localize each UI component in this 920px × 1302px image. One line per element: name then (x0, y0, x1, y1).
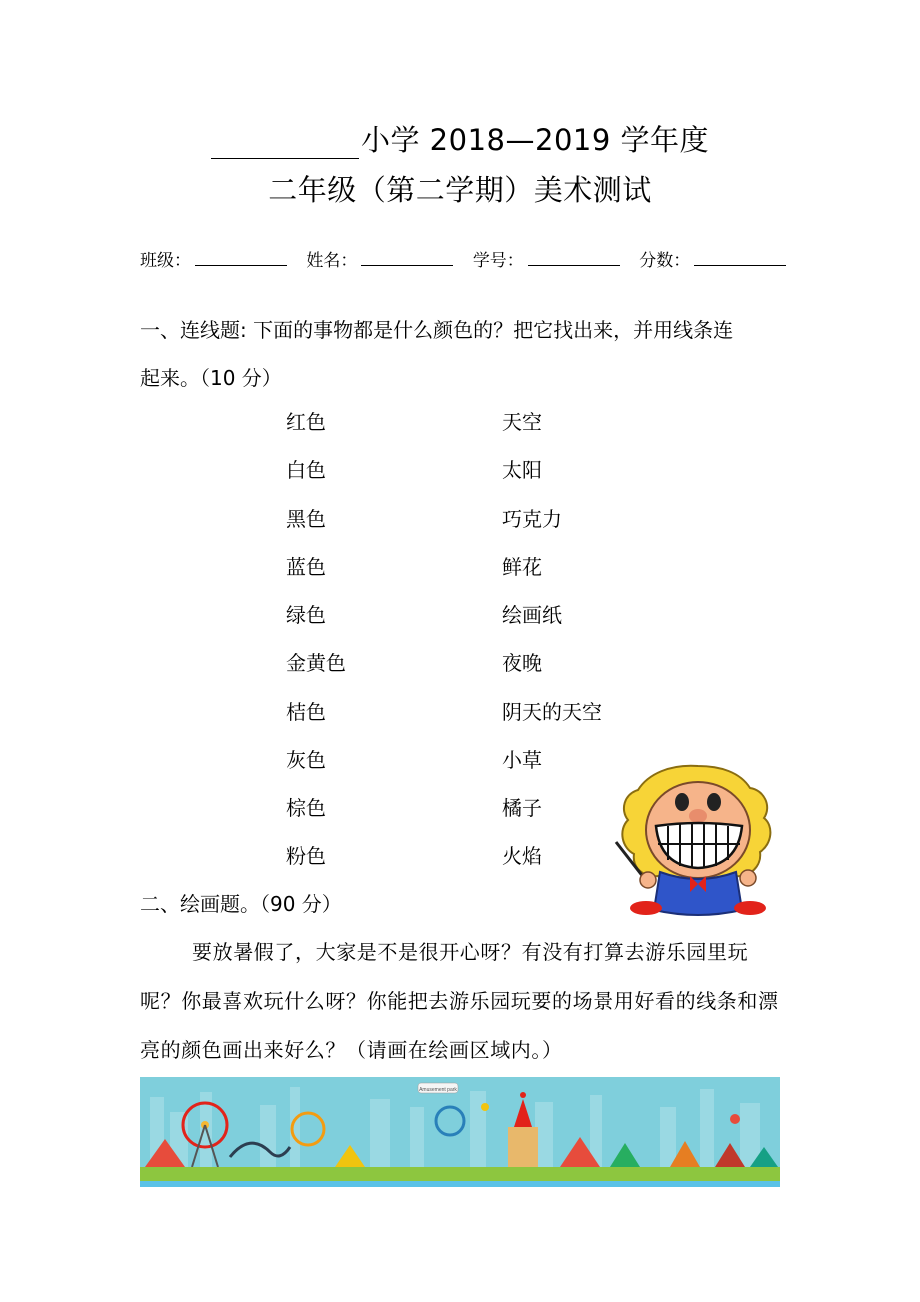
name-blank[interactable] (361, 251, 453, 266)
thing-item[interactable]: 鲜花 (502, 555, 542, 579)
section-1-heading-line-2: 起来。（10 分） (140, 366, 282, 390)
section-2-heading: 二、绘画题。（90 分） (140, 892, 342, 916)
thing-item[interactable]: 火焰 (502, 844, 542, 868)
color-item[interactable]: 灰色 (286, 748, 326, 772)
student-id-blank[interactable] (528, 251, 620, 266)
class-blank[interactable] (195, 251, 287, 266)
student-id-label: 学号： (472, 251, 524, 271)
amusement-park-banner (140, 1077, 780, 1187)
thing-item[interactable]: 夜晚 (502, 651, 542, 675)
name-label: 姓名： (306, 251, 358, 271)
thing-item[interactable]: 绘画纸 (502, 603, 562, 627)
banner-ground-strip (140, 1181, 780, 1187)
title-line-1: 小学 2018—2019 学年度 (0, 118, 920, 159)
color-item[interactable]: 黑色 (286, 507, 326, 531)
score-label: 分数： (639, 251, 691, 271)
color-item[interactable]: 棕色 (286, 796, 326, 820)
class-label: 班级： (140, 251, 191, 271)
color-item[interactable]: 粉色 (286, 844, 326, 868)
color-item[interactable]: 金黄色 (286, 651, 346, 675)
color-item[interactable]: 蓝色 (286, 555, 326, 579)
thing-item[interactable]: 天空 (502, 410, 542, 434)
color-item[interactable]: 白色 (286, 458, 326, 482)
color-item[interactable]: 桔色 (286, 700, 326, 724)
color-item[interactable]: 红色 (286, 410, 326, 434)
thing-item[interactable]: 巧克力 (502, 507, 562, 531)
thing-item[interactable]: 阴天的天空 (502, 700, 602, 724)
thing-item[interactable]: 小草 (502, 748, 542, 772)
color-item[interactable]: 绿色 (286, 603, 326, 627)
score-blank[interactable] (694, 251, 786, 266)
title-line-2: 二年级（第二学期）美术测试 (268, 173, 652, 207)
thing-item[interactable]: 橘子 (502, 796, 542, 820)
mascot-face (646, 782, 750, 878)
section-1-heading (140, 306, 790, 402)
school-name-blank[interactable] (211, 132, 359, 159)
banner-sign-text: Amusement park (419, 1087, 457, 1093)
student-info-line (140, 246, 800, 271)
drawing-prompt-paragraph: 要放暑假了，大家是不是很开心呀？有没有打算去游乐园里玩呢？你最喜欢玩什么呀？你能把去游乐园玩要的场景用好看的线条和漂亮的颜色画出来好么？（请画在绘画区域内。） (140, 940, 779, 1062)
banner-grass (140, 1167, 780, 1181)
sign (418, 1083, 458, 1093)
section-1-heading-line-1: 一、连线题: 下面的事物都是什么颜色的？把它找出来，并用线条连 (140, 318, 734, 342)
thing-item[interactable]: 太阳 (502, 458, 542, 482)
